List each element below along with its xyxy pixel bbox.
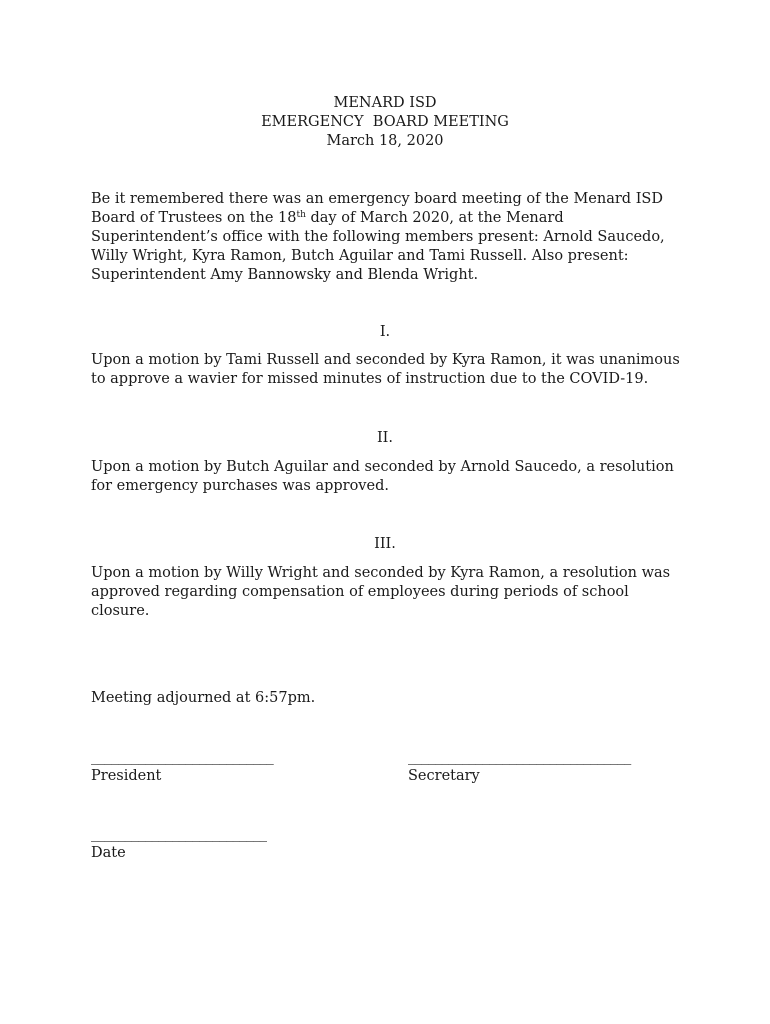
- president-label: President: [91, 768, 162, 784]
- adjourned-statement: Meeting adjourned at 6:57pm.: [91, 690, 316, 706]
- date-label: Date: [91, 845, 126, 861]
- secretary-label: Secretary: [408, 768, 480, 784]
- org-name: MENARD ISD: [333, 95, 437, 111]
- intro-text-start: Be it remembered there was an emergency board meeting of the Menard ISD Board of Trustees on the 18: [91, 191, 663, 226]
- intro-paragraph: [91, 190, 681, 285]
- secretary-signature-line: _________________________________: [408, 749, 631, 765]
- section-3-number: III.: [374, 536, 396, 552]
- president-signature-line: ___________________________: [91, 749, 274, 765]
- section-2-text: Upon a motion by Butch Aguilar and seconded by Arnold Saucedo, a resolution for emergency purchases was approved.: [91, 459, 674, 494]
- section-1-text: Upon a motion by Tami Russell and seconded by Kyra Ramon, it was unanimous to approve a wavier for missed minutes of instruction due to the COVID-19.: [91, 352, 680, 387]
- intro-text-end: day of March 2020, at the Menard Superintendent’s office with the following members present: Arnold Saucedo, Willy Wright, Kyra Ramon, Butch Aguilar and Tami Russell. Also present: Superintendent Amy Bannowsky and Blenda Wright.: [91, 210, 665, 283]
- section-3-text: Upon a motion by Willy Wright and seconded by Kyra Ramon, a resolution was approved regarding compensation of employees during periods of school closure.: [91, 565, 671, 619]
- document-header: [0, 94, 770, 151]
- section-2-number: II.: [376, 430, 394, 446]
- meeting-type: EMERGENCY BOARD MEETING: [261, 114, 509, 130]
- section-1-number: I.: [379, 324, 391, 340]
- meeting-date: March 18, 2020: [326, 133, 444, 149]
- date-signature-line: __________________________: [91, 826, 267, 842]
- ordinal-suffix: th: [296, 210, 306, 220]
